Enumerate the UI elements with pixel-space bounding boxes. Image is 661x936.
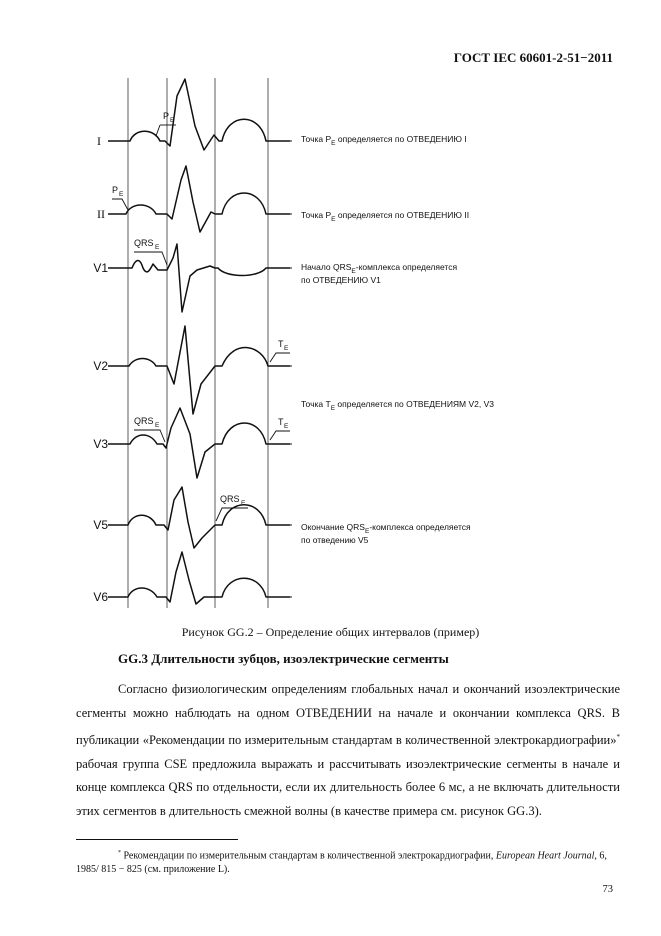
note-lead-i: Точка $P_E$ определяется по ОТВЕДЕНИЮ I [301, 134, 467, 147]
lead-label-v3: V3 [93, 437, 108, 451]
lead-label-v5: V5 [93, 518, 108, 532]
footnote-text-2: , 6, 1985/ 815 − 825 (см. приложение L). [76, 850, 607, 876]
note-lead-v1: Начало $QRS_E$-комплекса определяется [301, 262, 458, 275]
trace-lead-ii [108, 166, 290, 232]
note-lead-v5: Окончание $QRS_E$-комплекса определяется [301, 522, 471, 535]
svg-text:P: P [163, 111, 170, 121]
lead-label-v6: V6 [93, 590, 108, 604]
note-lead-v1-line2: по ОТВЕДЕНИЮ V1 [301, 275, 381, 285]
body-paragraph [76, 678, 620, 824]
section-heading: GG.3 Длительности зубцов, изоэлектрические сегменты [118, 651, 449, 666]
footnote-ref: * [616, 732, 620, 741]
marker-te-lead-v3 [270, 417, 290, 440]
svg-text:P: P [112, 185, 119, 195]
marker-qrs-lead-v5 [216, 494, 248, 521]
svg-text:E: E [170, 117, 175, 124]
lead-label-i: I [97, 134, 101, 148]
marker-pe-lead-i [156, 111, 176, 136]
svg-text:T: T [278, 417, 284, 427]
marker-te-lead-v2 [270, 339, 290, 362]
svg-text:E: E [284, 345, 289, 352]
standard-header: ГОСТ IEC 60601-2-51−2011 [453, 50, 613, 65]
note-lead-ii: Точка $P_E$ определяется по ОТВЕДЕНИЮ II [301, 210, 470, 223]
paragraph-text-1: Согласно физиологическим определениям глобальных начал и окончаний изоэлектрические сегменты можно наблюдать на одном ОТВЕДЕНИИ на начале и окончании комплекса QRS. В публикации «Рекомендации по измерительным стандартам в количественной электрокардиографии» [76, 682, 620, 747]
footnote-journal: European Heart Journal [495, 850, 595, 862]
note-connectors [266, 141, 292, 597]
lead-label-ii: II [97, 207, 105, 221]
svg-text:E: E [155, 244, 160, 251]
svg-text:E: E [119, 191, 124, 198]
svg-text:E: E [241, 500, 246, 507]
reference-lines [128, 78, 268, 608]
note-lead-v2-v3: Точка $T_E$ определяется по ОТВЕДЕНИЯМ V2, V3 [301, 399, 495, 412]
marker-pe-lead-ii [112, 185, 128, 210]
note-lead-v5-line2: по отведению V5 [301, 535, 369, 545]
figure-caption: Рисунок GG.2 – Определение общих интервалов (пример) [181, 625, 480, 639]
svg-text:QRS: QRS [134, 238, 154, 248]
footnote-rule [76, 839, 238, 840]
svg-text:T: T [278, 339, 284, 349]
footnote-text-1: Рекомендации по измерительным стандартам в количественной электрокардиографии, [121, 850, 496, 862]
trace-lead-v6 [108, 552, 290, 604]
footnote [76, 846, 620, 877]
paragraph-text-2: рабочая группа CSE предложила выражать и рассчитывать изоэлектрические сегменты в начале и конце комплекса QRS по отдельности, если их длительность более 6 мс, а не включать длительности этих сегментов в длительность смежной волны (в качестве примера см. рисунок GG.3). [76, 756, 620, 819]
trace-lead-i [108, 79, 290, 150]
lead-label-v2: V2 [93, 359, 108, 373]
page-number: 73 [602, 884, 613, 895]
trace-lead-v2 [108, 326, 290, 414]
trace-lead-v5 [108, 487, 290, 548]
svg-text:E: E [155, 422, 160, 429]
svg-text:QRS: QRS [134, 416, 154, 426]
svg-text:QRS: QRS [220, 494, 240, 504]
lead-label-v1: V1 [93, 261, 108, 275]
ecg-traces [108, 79, 290, 604]
svg-text:E: E [284, 423, 289, 430]
trace-lead-v1 [108, 244, 290, 312]
footnote-mark: * [118, 850, 121, 856]
marker-qrs-lead-v3 [134, 416, 165, 442]
